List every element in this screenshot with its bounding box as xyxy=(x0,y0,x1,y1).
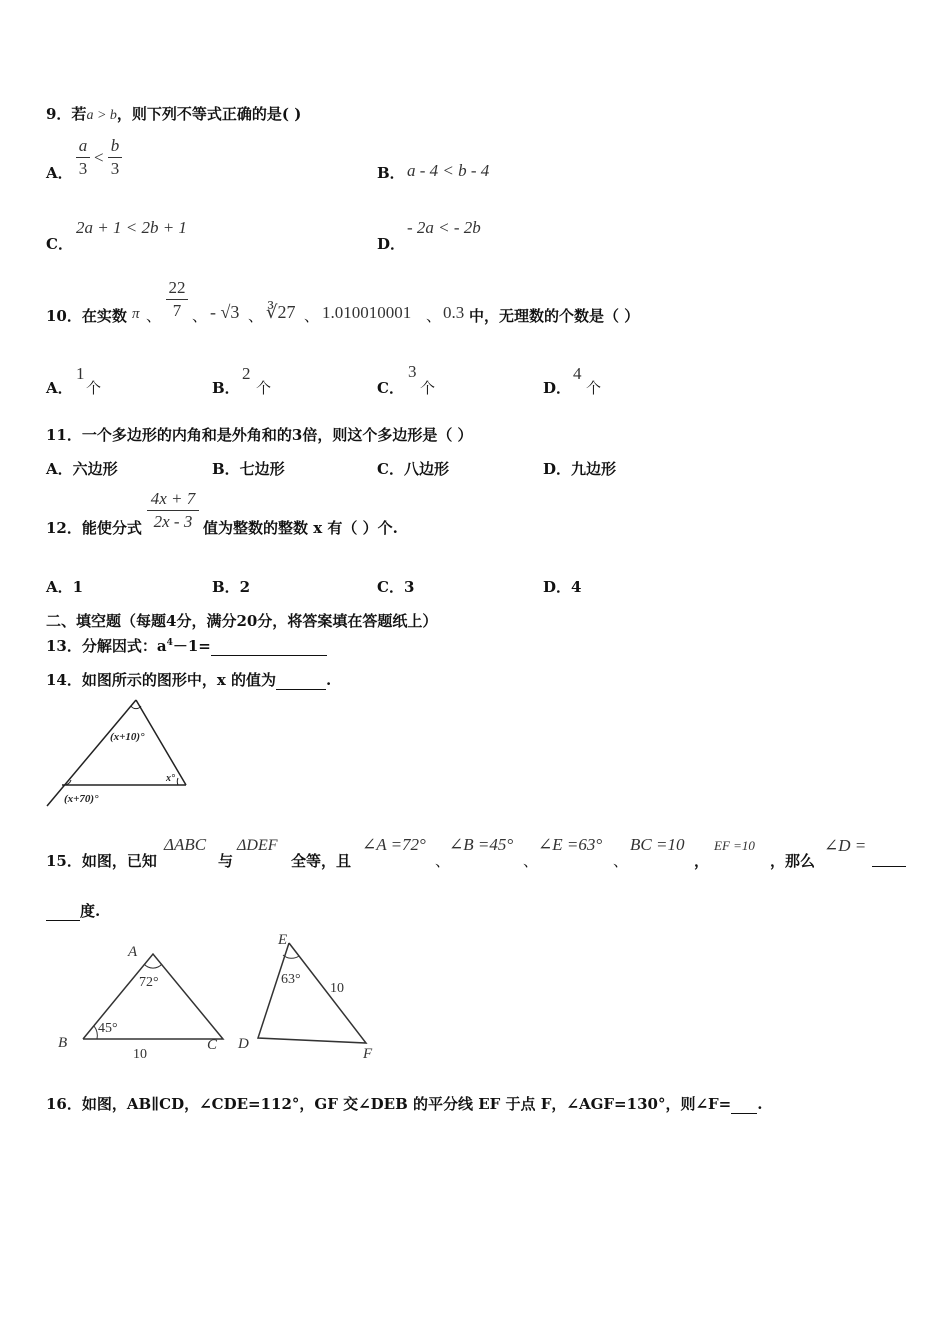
q9-option-a-fraction-2: b 3 xyxy=(108,136,122,179)
q9-option-a-fraction-1: a 3 xyxy=(76,136,90,179)
q15-label-c: C xyxy=(207,1037,218,1053)
q10-option-a-value: 1 xyxy=(76,364,85,383)
q15-label-e: E xyxy=(278,932,288,948)
q16-stem: 16．如图，AB∥CD，∠CDE=112°，GF 交∠DEB 的平分线 EF 于点 F，∠AGF=130°，则∠F= . xyxy=(46,1095,763,1113)
q15-congruent: 全等，且 xyxy=(291,852,352,870)
q10-option-b-unit: 个 xyxy=(256,379,272,397)
q11-stem: 11．一个多边形的内角和是外角和的3倍，则这个多边形是（ ） xyxy=(46,426,473,444)
q10-option-d-value: 4 xyxy=(573,364,582,383)
q14-label-bottom-angle: (x+70)° xyxy=(64,793,99,805)
q10-repeating-decimal: 0.3 xyxy=(443,303,465,322)
q10-option-d-unit: 个 xyxy=(586,379,602,397)
q16-answer-blank[interactable] xyxy=(731,1097,757,1114)
q10-option-a-label: A． xyxy=(46,379,73,397)
q9-option-c-expr: 2a + 1 < 2b + 1 xyxy=(76,218,187,237)
q12-prefix: 12．能使分式 xyxy=(46,519,142,537)
q15-angle-d: ∠D = xyxy=(824,836,867,855)
q9-stem: 9．若a > b，则下列不等式正确的是( ) xyxy=(46,105,302,123)
q10-decimal: 1.010010001 xyxy=(322,303,412,322)
q15-label-f: F xyxy=(363,1046,373,1062)
q12-suffix: 值为整数的整数 x 有（ ）个. xyxy=(203,519,398,537)
q14-label-x-angle: x° xyxy=(166,773,175,784)
q10-sep5: 、 xyxy=(426,307,442,325)
q15-sep1: 、 xyxy=(435,852,451,870)
q9-option-b-label: B． xyxy=(377,164,405,182)
q13-stem: 13．分解因式：$a^4-1=$ xyxy=(46,635,327,656)
q10-sep4: 、 xyxy=(304,307,320,325)
q9-option-a-label: A． xyxy=(46,164,73,182)
q10-fraction: 22 7 xyxy=(166,278,188,321)
q10-option-b-value: 2 xyxy=(242,364,251,383)
q10-sep1: 、 xyxy=(146,307,162,325)
q10-pi: π xyxy=(132,306,140,322)
q15-then: ，那么 xyxy=(770,852,816,870)
q9-option-b-expr: a - 4 < b - 4 xyxy=(407,161,490,180)
q12-option-b: B．2 xyxy=(212,578,251,596)
q15-label-ef-10: 10 xyxy=(330,981,344,996)
q10-option-a-unit: 个 xyxy=(86,379,102,397)
q15-label-a: A xyxy=(128,944,138,960)
q15-comma: ， xyxy=(694,852,710,870)
q15-answer-blank-2[interactable] xyxy=(46,904,80,921)
q15-label-bc-10: 10 xyxy=(133,1047,147,1062)
q10-cbrt27: ∛27 xyxy=(266,302,296,322)
q15-side-bc: BC =10 xyxy=(630,835,685,854)
q12-option-c: C．3 xyxy=(377,578,415,596)
q15-and: 与 xyxy=(218,852,234,870)
q15-sep2: 、 xyxy=(523,852,539,870)
q9-option-d-expr: - 2a < - 2b xyxy=(407,218,481,237)
q11-option-b: B．七边形 xyxy=(212,460,285,478)
q14-label-top-angle: (x+10)° xyxy=(110,731,145,743)
q15-triangles-figure xyxy=(50,930,390,1065)
q10-sep3: 、 xyxy=(248,307,264,325)
q9-option-a-lt: < xyxy=(94,148,104,167)
q15-unit-line: 度. xyxy=(46,900,100,921)
q10-option-c-unit: 个 xyxy=(420,379,436,397)
q10-neg-sqrt3: - √3 xyxy=(210,302,240,322)
q10-option-c-value: 3 xyxy=(408,362,417,381)
q15-sep3: 、 xyxy=(613,852,629,870)
q11-option-c: C．八边形 xyxy=(377,460,449,478)
q15-label-45: 45° xyxy=(98,1021,118,1036)
q10-suffix: 中，无理数的个数是（ ） xyxy=(469,307,640,325)
q15-answer-blank-1[interactable] xyxy=(872,850,906,867)
q10-option-b-label: B． xyxy=(212,379,240,397)
q14-stem: 14．如图所示的图形中，x 的值为 . xyxy=(46,671,332,689)
q15-side-ef: EF =10 xyxy=(714,838,755,853)
q15-prefix: 15．如图，已知 xyxy=(46,852,157,870)
q9-option-d-label: D． xyxy=(377,235,406,253)
section-2-heading: 二、填空题（每题4分，满分20分，将答案填在答题纸上） xyxy=(46,612,438,630)
q15-triangle-abc: ΔABC xyxy=(164,835,207,854)
q15-label-d: D xyxy=(238,1036,249,1052)
q15-angle-a: ∠A =72° xyxy=(362,835,426,854)
q11-option-d: D．九边形 xyxy=(543,460,617,478)
q13-answer-blank[interactable] xyxy=(211,639,327,656)
q15-label-b: B xyxy=(58,1035,68,1051)
q15-angle-e: ∠E =63° xyxy=(538,835,603,854)
q10-option-d-label: D． xyxy=(543,379,572,397)
q10-option-c-label: C． xyxy=(377,379,404,397)
q11-option-a: A．六边形 xyxy=(46,460,118,478)
q15-triangle-def: ΔDEF xyxy=(237,837,278,854)
q15-label-63: 63° xyxy=(281,972,301,987)
q14-triangle-figure xyxy=(40,694,200,812)
q12-fraction: 4x + 7 2x - 3 xyxy=(147,489,199,532)
q12-option-a: A．1 xyxy=(46,578,84,596)
q9-option-c-label: C． xyxy=(46,235,73,253)
q15-label-72: 72° xyxy=(139,975,159,990)
q14-answer-blank[interactable] xyxy=(276,673,326,690)
q15-angle-b: ∠B =45° xyxy=(449,835,514,854)
q12-option-d: D．4 xyxy=(543,578,582,596)
q10-prefix: 10．在实数 xyxy=(46,307,127,325)
q10-sep2: 、 xyxy=(192,307,208,325)
